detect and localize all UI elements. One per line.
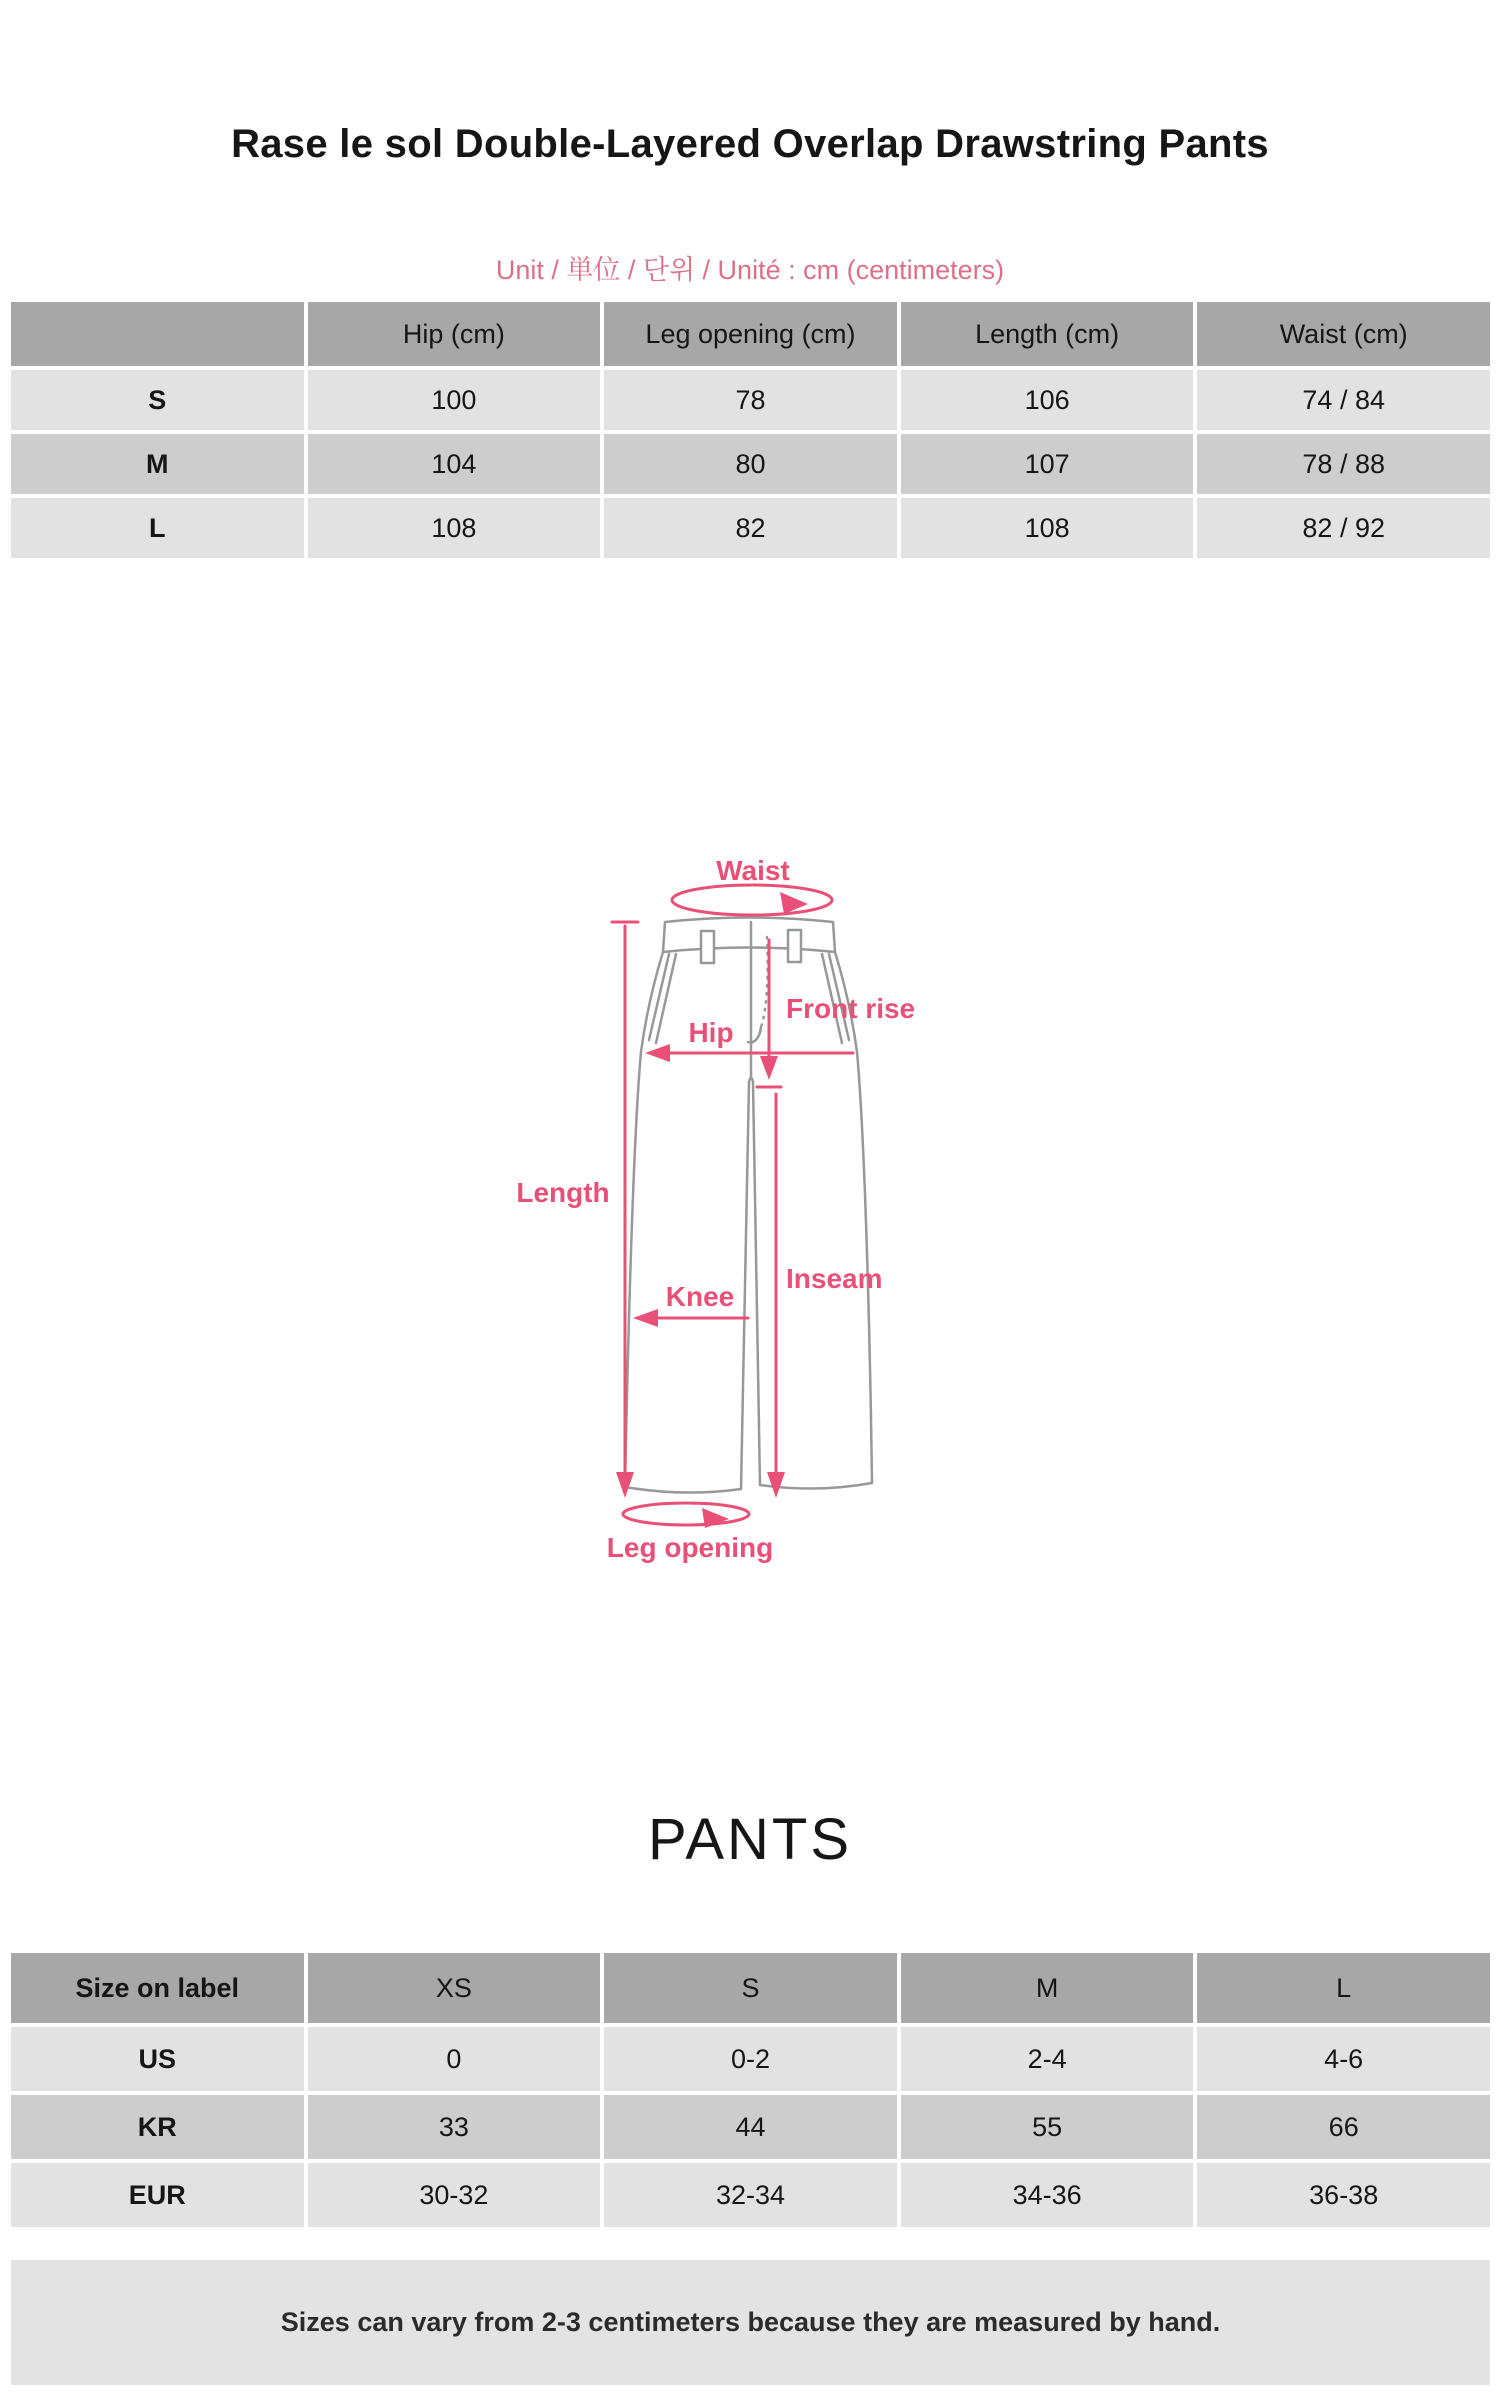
pants-measurement-diagram (0, 830, 1500, 1600)
hip-label: Hip (688, 1017, 734, 1048)
column-header-s: S (604, 1953, 897, 2023)
column-header-xs: XS (308, 1953, 601, 2023)
table-cell: 80 (604, 434, 897, 494)
table-cell: 74 / 84 (1197, 370, 1490, 430)
page-title: Rase le sol Double-Layered Overlap Drawstring Pants (231, 122, 1269, 166)
table-cell: 82 (604, 498, 897, 558)
table-cell: 34-36 (901, 2163, 1194, 2227)
column-header-waist: Waist (cm) (1197, 302, 1490, 366)
column-header-size-on-label: Size on label (11, 1953, 304, 2023)
leg-opening-label: Leg opening (606, 1532, 774, 1563)
waist-arrow (672, 855, 832, 915)
column-header-m: M (901, 1953, 1194, 2023)
column-header-l: L (1197, 1953, 1490, 2023)
footer-note: Sizes can vary from 2-3 centimeters because they are measured by hand. (280, 2307, 1221, 2337)
table-cell: 82 / 92 (1197, 498, 1490, 558)
column-header-leg-opening: Leg opening (cm) (604, 302, 897, 366)
table-cell: 2-4 (901, 2027, 1194, 2091)
column-header (11, 302, 304, 366)
leg-opening-arrow (607, 1503, 773, 1563)
table-cell: 30-32 (308, 2163, 601, 2227)
size-conversion-table (11, 1953, 1490, 2227)
table-cell: 66 (1197, 2095, 1490, 2159)
table-cell: 100 (308, 370, 601, 430)
column-header-length: Length (cm) (901, 302, 1194, 366)
inseam-arrow (767, 1094, 883, 1498)
table-cell: 78 / 88 (1197, 434, 1490, 494)
row-label-l: L (11, 498, 304, 558)
knee-label: Knee (665, 1281, 735, 1312)
table-cell: 0-2 (604, 2027, 897, 2091)
table-cell: 4-6 (1197, 2027, 1490, 2091)
table-cell: 0 (308, 2027, 601, 2091)
length-arrow (516, 922, 638, 1498)
column-header-hip: Hip (cm) (308, 302, 601, 366)
row-label-m: M (11, 434, 304, 494)
table-cell: 106 (901, 370, 1194, 430)
footer-note-band (11, 2260, 1490, 2385)
table-cell: 108 (901, 498, 1194, 558)
row-label-eur: EUR (11, 2163, 304, 2227)
table-cell: 107 (901, 434, 1194, 494)
length-label: Length (516, 1177, 610, 1208)
knee-arrow (633, 1281, 748, 1327)
row-label-s: S (11, 370, 304, 430)
table-cell: 78 (604, 370, 897, 430)
front-rise-arrow (757, 940, 915, 1087)
unit-note: Unit / 単位 / 단위 / Unité : cm (centimeters) (495, 255, 1005, 285)
waist-label: Waist (716, 855, 790, 886)
table-cell: 36-38 (1197, 2163, 1490, 2227)
table-cell: 33 (308, 2095, 601, 2159)
table-cell: 104 (308, 434, 601, 494)
table-cell: 44 (604, 2095, 897, 2159)
row-label-us: US (11, 2027, 304, 2091)
section-heading: PANTS (647, 1807, 853, 1872)
table-cell: 55 (901, 2095, 1194, 2159)
table-cell: 32-34 (604, 2163, 897, 2227)
measurements-table (11, 302, 1490, 558)
row-label-kr: KR (11, 2095, 304, 2159)
front-rise-label: Front rise (786, 993, 916, 1024)
table-cell: 108 (308, 498, 601, 558)
inseam-label: Inseam (786, 1263, 883, 1294)
